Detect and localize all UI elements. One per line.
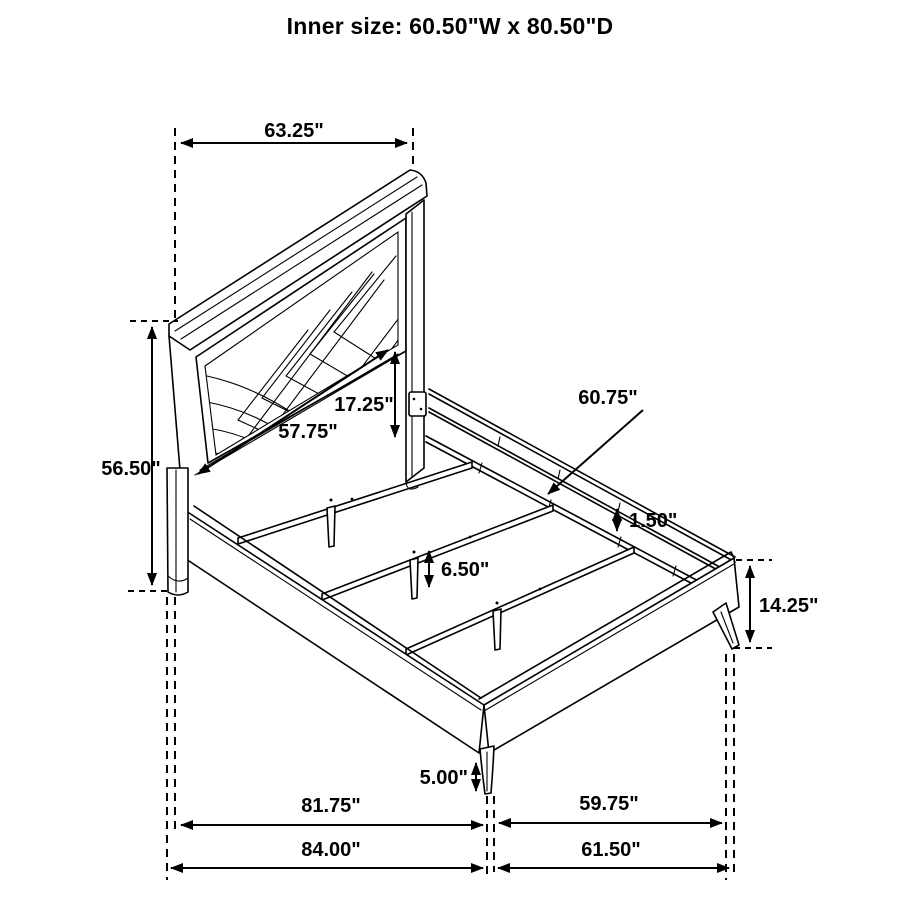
dim-label-inner-length: 81.75" — [301, 795, 361, 817]
dim-label-headboard-width: 63.25" — [264, 120, 324, 142]
slat-leg-1 — [327, 499, 335, 548]
right-side-rail — [429, 389, 735, 573]
dim-label-inner-width: 59.75" — [579, 793, 639, 815]
dim-label-rail-thickness: 1.50" — [629, 510, 678, 532]
bed-frame-drawing — [167, 170, 739, 794]
arrow-slat-span-leader — [548, 410, 643, 494]
dim-label-headboard-height: 56.50" — [101, 458, 161, 480]
dim-label-headboard-to-rail-drop: 17.25" — [334, 394, 394, 416]
dimension-annotations — [101, 120, 818, 880]
dim-label-support-leg-height: 6.50" — [441, 559, 490, 581]
dim-label-front-leg-height: 5.00" — [419, 767, 468, 789]
dim-label-headboard-panel-width: 57.75" — [278, 421, 338, 443]
dim-label-footboard-height: 14.25" — [759, 595, 819, 617]
dim-label-outer-length: 84.00" — [301, 839, 361, 861]
rail-bracket — [409, 392, 426, 416]
left-side-rail — [186, 506, 484, 753]
front-leg — [480, 746, 494, 794]
footboard — [479, 552, 739, 794]
headboard-right-post — [406, 200, 426, 489]
headboard-left-leg — [167, 468, 188, 595]
diagram-title: Inner size: 60.50"W x 80.50"D — [286, 13, 614, 39]
dim-label-slat-span: 60.75" — [578, 387, 638, 409]
dim-label-outer-width: 61.50" — [581, 839, 641, 861]
